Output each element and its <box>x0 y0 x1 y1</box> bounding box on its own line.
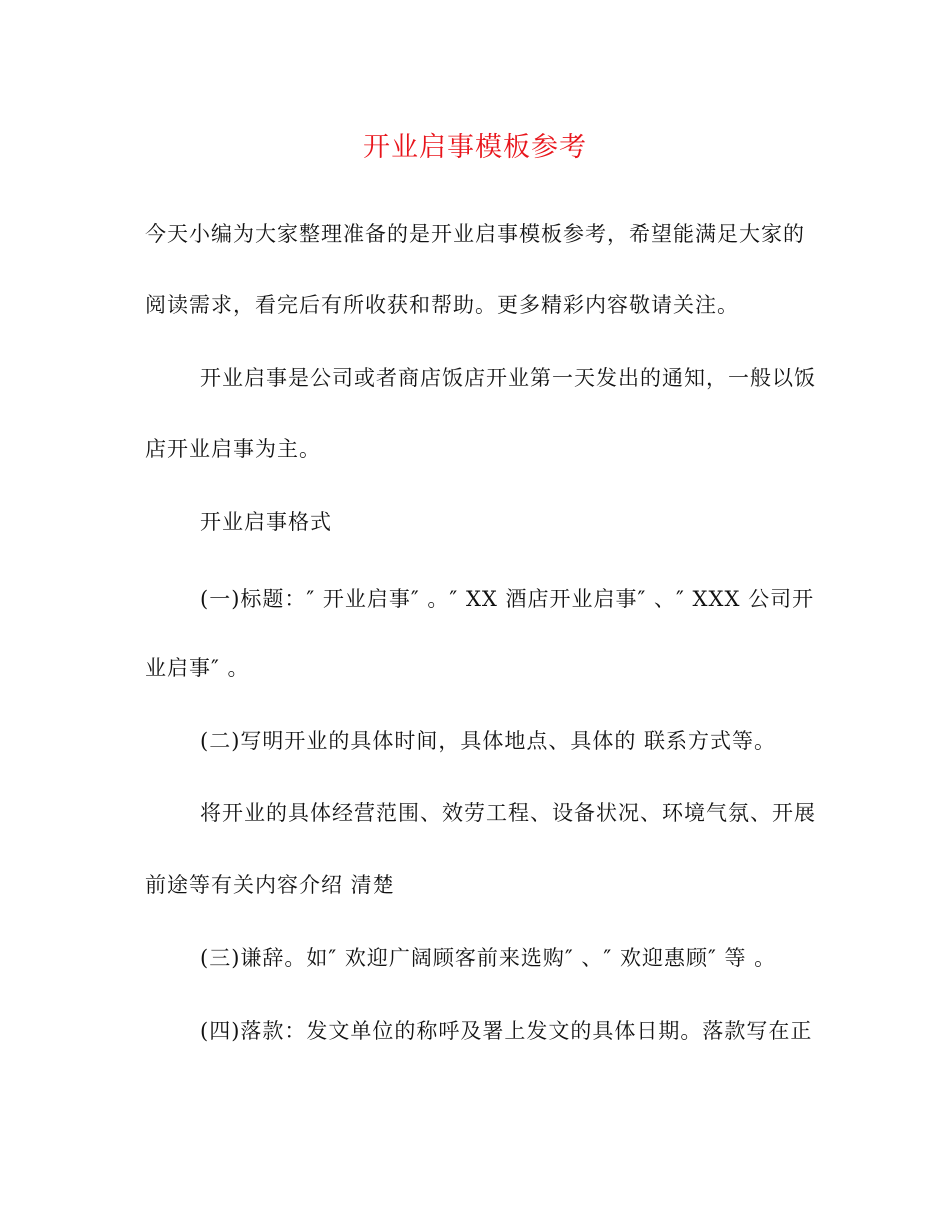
paragraph-definition-line-1: 开业启事是公司或者商店饭店开业第一天发出的通知，一般以饭 <box>200 366 816 390</box>
item-two-detail-line-2: 前途等有关内容介绍 清楚 <box>145 873 395 897</box>
item-one-line-2: 业启事″ 。 <box>145 656 250 680</box>
item-four-line-1: (四)落款：发文单位的称呼及署上发文的具体日期。落款写在正 <box>200 1019 813 1043</box>
section-heading-format: 开业启事格式 <box>200 510 332 534</box>
paragraph-intro-line-1: 今天小编为大家整理准备的是开业启事模板参考，希望能满足大家的 <box>145 222 805 246</box>
paragraph-definition-line-2: 店开业启事为主。 <box>145 437 321 461</box>
paragraph-intro-line-2: 阅读需求，看完后有所收获和帮助。更多精彩内容敬请关注。 <box>145 293 739 317</box>
item-two-line-1: (二)写明开业的具体时间，具体地点、具体的 联系方式等。 <box>200 729 777 753</box>
item-one-line-1: (一)标题：″ 开业启事″ 。″ XX 酒店开业启事″ 、″ XXX 公司开 <box>200 587 815 611</box>
item-three-line-1: (三)谦辞。如″ 欢迎广阔顾客前来选购″ 、″ 欢迎惠顾″ 等 。 <box>200 946 777 970</box>
item-two-detail-line-1: 将开业的具体经营范围、效劳工程、设备状况、环境气氛、开展 <box>200 801 816 825</box>
document-title: 开业启事模板参考 <box>363 132 587 163</box>
